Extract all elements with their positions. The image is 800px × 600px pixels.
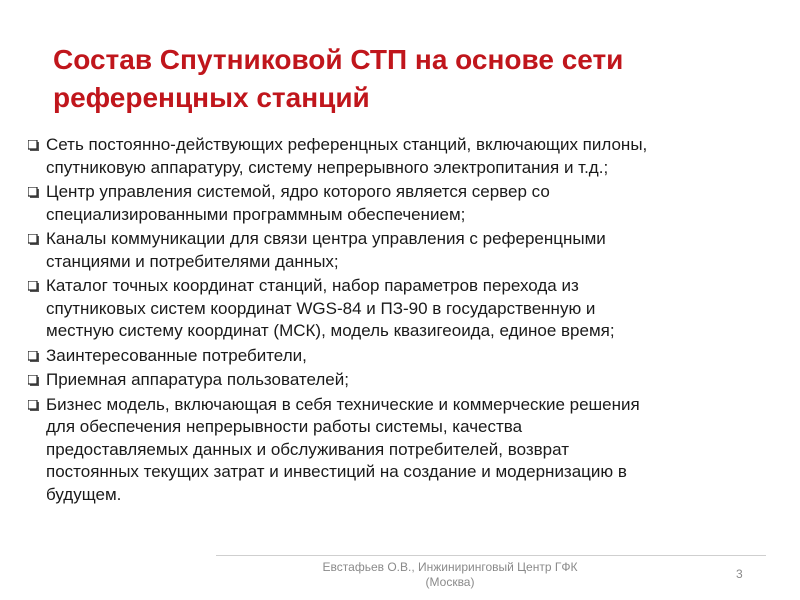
bullet-item-reference-network [22, 134, 782, 179]
bullet-line: Заинтересованные потребители, [46, 345, 307, 365]
footer-author [290, 560, 610, 590]
bullet-item-communication-channels [22, 228, 782, 273]
bullet-line: специализированными программным обеспечением; [46, 204, 466, 224]
bullet-text [46, 275, 782, 343]
bullet-item-consumers [22, 345, 782, 368]
bullet-line: станциями и потребителями данных; [46, 251, 339, 271]
checkbox-icon [28, 400, 39, 411]
slide-title-line: Состав Спутниковой СТП на основе сети [53, 44, 624, 75]
bullet-line: для обеспечения непрерывности работы системы, качества [46, 417, 523, 436]
bullet-line: предоставляемых данных и обслуживания потребителей, возврат [46, 439, 569, 459]
bullet-line: Бизнес модель, включающая в себя технические и коммерческие решения [46, 394, 640, 414]
footer-author-line: Евстафьев О.В., Инжиниринговый Центр ГФК [322, 560, 578, 574]
bullet-line: Каталог точных координат станций, набор параметров перехода из [46, 276, 579, 295]
bullet-line: местную систему координат (МСК), модель квазигеоида, единое время; [46, 321, 615, 340]
bullet-line: спутниковых систем координат WGS-84 и ПЗ-90 в государственную и [46, 298, 596, 318]
bullet-line: Центр управления системой, ядро которого является сервер со [46, 182, 550, 201]
bullet-line: спутниковую аппаратуру, систему непрерывного электропитания и т.д.; [46, 157, 609, 177]
bullet-list [22, 134, 782, 508]
bullet-text [46, 394, 782, 507]
bullet-line: будущем. [46, 484, 122, 504]
bullet-item-coordinate-catalog [22, 275, 782, 343]
slide-title [53, 41, 753, 117]
bullet-text [46, 134, 782, 179]
checkbox-icon [28, 140, 39, 151]
bullet-item-control-center [22, 181, 782, 226]
bullet-item-business-model [22, 394, 782, 507]
checkbox-icon [28, 375, 39, 386]
footer-divider [216, 555, 766, 556]
bullet-line: постоянных текущих затрат и инвестиций на создание и модернизацию в [46, 462, 627, 481]
bullet-item-user-equipment [22, 369, 782, 392]
bullet-text [46, 345, 782, 368]
checkbox-icon [28, 281, 39, 292]
checkbox-icon [28, 187, 39, 198]
checkbox-icon [28, 234, 39, 245]
bullet-line: Сеть постоянно-действующих референцных станций, включающих пилоны, [46, 135, 648, 154]
bullet-text [46, 228, 782, 273]
bullet-line: Приемная аппаратура пользователей; [46, 370, 349, 389]
page-number: 3 [736, 567, 743, 581]
slide-title-line: референцных станций [53, 82, 370, 113]
bullet-line: Каналы коммуникации для связи центра управления с референцными [46, 229, 606, 248]
bullet-text [46, 369, 782, 392]
footer-author-line: (Москва) [425, 575, 475, 589]
checkbox-icon [28, 351, 39, 362]
bullet-text [46, 181, 782, 226]
